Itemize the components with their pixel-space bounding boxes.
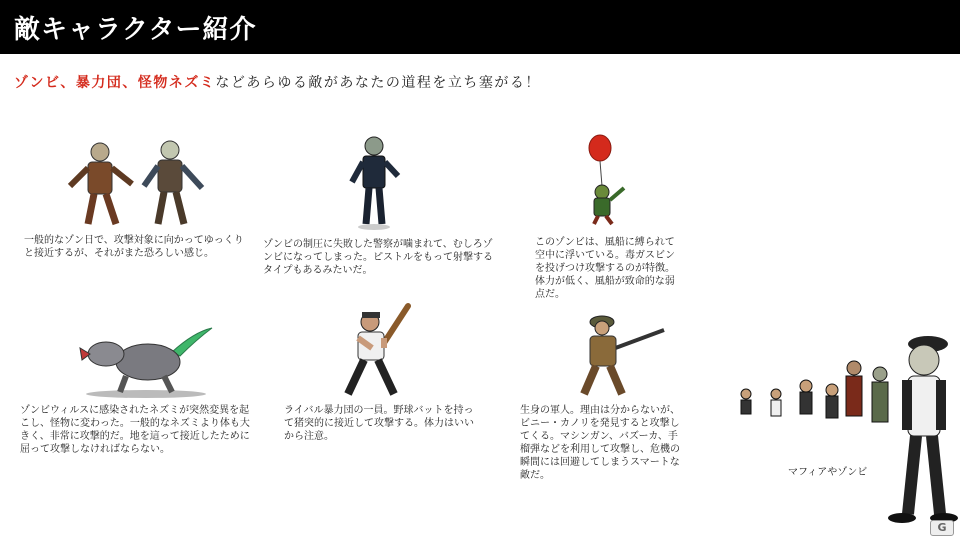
subtitle-separator: 、 <box>122 75 138 91</box>
subtitle-highlight-zombie: ゾンビ <box>14 75 61 91</box>
subtitle-highlight-gang: 暴力団 <box>75 75 123 91</box>
title-bar <box>0 0 960 54</box>
group-caption: マフィアやゾンビ <box>788 467 868 478</box>
soldier-illustration <box>570 310 666 400</box>
subtitle-highlight-rat: 怪物ネズミ <box>137 75 216 91</box>
enemy-description: 一般的なゾン日で、攻撃対象に向かってゆっくりと接近するが、それがまた恐ろしい感じ。 <box>24 235 244 259</box>
zombie-basic-illustration <box>62 132 212 232</box>
enemy-description: ゾンビの制圧に失敗した警察が噛まれて、むしろゾンビになってしまった。ピストルをもって射撃するタイプもあるみたいだ。 <box>263 239 493 276</box>
gangster-bat-illustration <box>332 300 422 402</box>
mafia-zombie-group-illustration <box>732 330 958 530</box>
zombie-balloon-illustration <box>578 134 634 226</box>
subtitle <box>14 72 541 92</box>
zombie-rat-illustration <box>76 322 216 398</box>
zombie-police-illustration <box>344 132 404 232</box>
subtitle-rest: などあらゆる敵があなたの道程を立ち塞がる！ <box>215 75 541 91</box>
page-title: 敵キャラクター紹介 <box>14 15 257 45</box>
watermark-logo: G <box>930 520 954 536</box>
enemy-description: 生身の軍人。理由は分からないが、ビニー・カノリを発見すると攻撃してくる。マシンガン、バズーカ、手榴弾などを利用して攻撃し、危機の瞬間には回避してしまうスマートな敵だ。 <box>520 405 680 481</box>
enemy-description: このゾンビは、風船に縛られて空中に浮いている。毒ガスビンを投げつけ攻撃するのが特徴。体力が低く、風船が致命的な弱点だ。 <box>535 237 675 300</box>
enemy-description: ライバル暴力団の一員。野球バットを持って猪突的に接近して攻撃する。体力はいいから注意。 <box>284 405 474 442</box>
subtitle-separator: 、 <box>60 75 76 91</box>
enemy-description: ゾンビウィルスに感染されたネズミが突然変異を起こし、怪物に変わった。一般的なネズミより体も大きく、非常に攻撃的だ。地を這って接近したために屈って攻撃しなければならない。 <box>20 405 250 455</box>
